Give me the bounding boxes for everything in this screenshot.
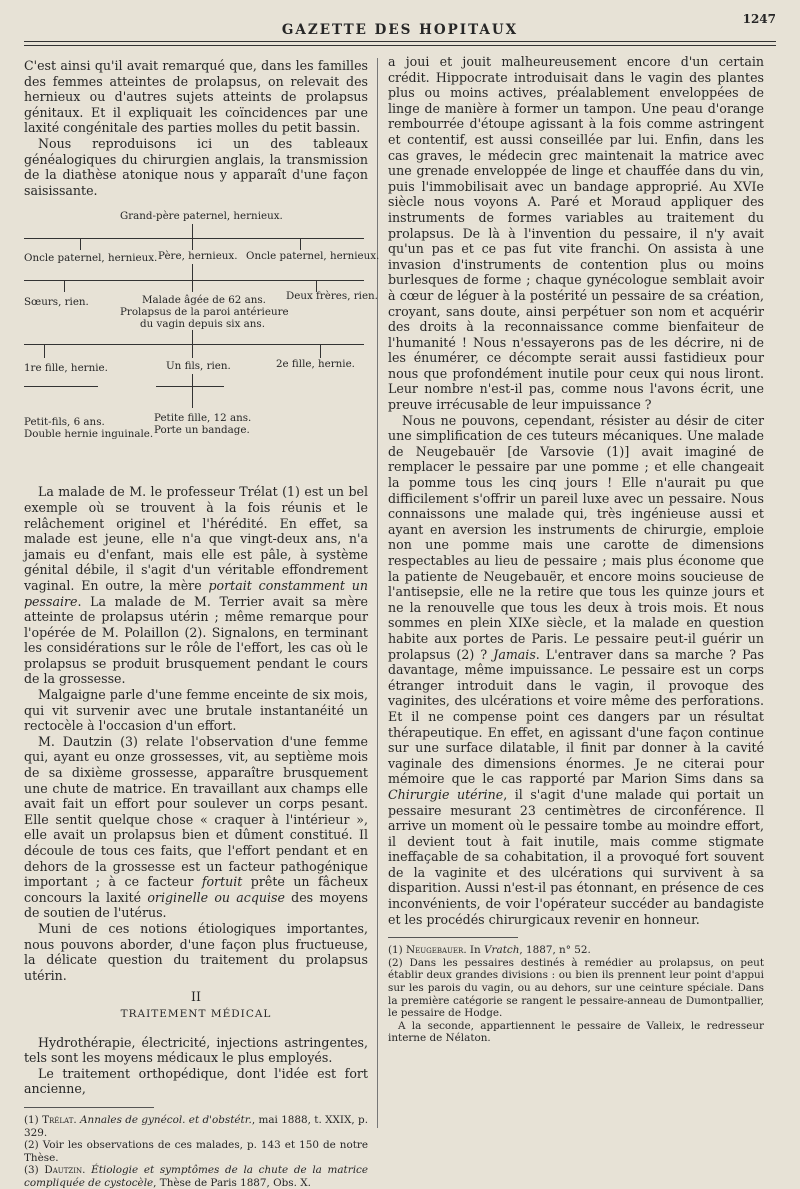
tree-node-granddaughter: Petite fille, 12 ans. [154, 412, 252, 425]
header-rule-thin [24, 45, 776, 46]
text-run: Nous ne pouvons, cependant, résister au désir de citer une simplification de ces tuteurs mécaniques. Une malade de Neugebauër [de Varsovie (1)] avait imaginé de remplacer le pessaire par une pomme ; et elle changeait la pomme tous les cinq jours ! Elle n'aurait pu que difficilement s'offrir un pareil luxe avec un pessaire. Nous connaissons une malade qui, très ingénieuse aussi et ayant en aversion les instruments de chirurgie, emploie non une pomme mais une carotte de dimensions respectables au lieu de pessaire ; mais plus économe que la patiente de Neugebauër, et encore moins soucieuse de l'antisepsie, elle ne la retire que tous les quinze jours et ne la renouvelle que tous les deux à trois mois. Et nous sommes en plein XIXe siècle, et la malade en question habite aux portes de Paris. Le pessaire peut-il guérir un prolapsus (2) ? [388, 412, 764, 662]
tree-node-daughter: 1re fille, hernie. [24, 362, 108, 375]
text-emphasis: Chirurgie utérine [388, 786, 504, 802]
header-rule [24, 41, 776, 42]
paragraph: Nous reproduisons ici un des tableaux généalogiques du chirurgien anglais, la transmission de la diathèse atonique nous y apparaît d'une façon saisissante. [24, 135, 368, 198]
paragraph: Malgaigne parle d'une femme enceinte de six mois, qui vit survenir avec une brutale instantanéité un rectocèle à l'occasion d'un effort. [24, 687, 368, 734]
tree-line [24, 238, 364, 239]
tree-node-granddaughter: Porte un bandage. [154, 424, 250, 437]
text-run: M. Dautzin (3) relate l'observation d'une femme qui, ayant eu onze grossesses, vit, au septième mois de sa dixième grossesse, apparaître brusquement une chute de matrice. En travaillant aux champs elle avait fait un effort pour soulever un corps pesant. Elle sentit quelque chose « craquer à l'intérieur », elle avait un prolapsus bien et dûment constitué. Il découle de tous ces faits, que l'effort pendant et en dehors de la grossesse est un facteur pathogénique important ; à ce facteur [24, 733, 368, 890]
tree-node-uncle: Oncle paternel, hernieux. [24, 252, 158, 265]
text-run: , il s'agit d'une malade qui portait un pessaire mesurant 23 centimètres de circonférence. Il arrive un moment où le pessaire tombe au moindre effort, il devient tout à fait inutile, mais comme stigmate ineffaçable de sa cohabitation, il a provoqué fort souvent de la vaginite et des ulcérations qui survivent à sa disparition. Aussi n'est-il pas étonnant, en présence de ces inconvénients, de voir l'opérateur succéder au bandagiste et les procédés chirurgicaux revenir en honneur. [388, 786, 764, 927]
footnote-rule [24, 1107, 154, 1108]
text-run: . La malade de M. Terrier avait sa mère atteinte de prolapsus utérin ; même remarque pour l'opérée de M. Polaillon (2). Signalons, en terminant les considérations sur le rôle de l'effort, les cas où le prolapsus se produit brusquement pendant le cours de la grossesse. [24, 593, 368, 687]
text-run: (1) [388, 944, 407, 957]
tree-node-father: Père, hernieux. [158, 250, 238, 263]
page-number: 1247 [742, 12, 776, 26]
text-emphasis: originelle ou acquise [147, 889, 285, 905]
tree-node-brothers: Deux frères, rien. [286, 290, 378, 303]
section-number: II [191, 989, 201, 1005]
tree-node-son: Un fils, rien. [166, 360, 231, 373]
column-divider [377, 58, 378, 1128]
text-emphasis: fortuit [201, 874, 243, 890]
footnotes [388, 944, 764, 1045]
tree-line [80, 238, 81, 250]
text-run: . L'entraver dans sa marche ? Pas davantage, même impuissance. Le pessaire est un corps étranger introduit dans le vagin, il provoque des vaginites, des ulcérations et voire même des perforations. Et il ne compense point ces dangers par un résultat thérapeutique. En effet, en agissant d'une façon continue sur une surface dilatable, il finit par donner à la cavité vaginale des dimensions énormes. Je ne citerai pour mémoire que le cas rapporté par Marion Sims dans sa [388, 646, 764, 787]
paragraph [24, 484, 368, 687]
text-emphasis: Annales de gynécol. et d'obstétr. [80, 1113, 252, 1126]
tree-node-grandson: Petit-fils, 6 ans. [24, 416, 105, 429]
footnote-author: Neugebauer [406, 944, 464, 957]
tree-line [24, 280, 364, 281]
text-run: , 1887, n° 52. [519, 944, 591, 957]
text-run: La malade de M. le professeur Trélat (1) est un bel exemple où se trouvent à la fois réunis et le relâchement originel et l'hérédité. En effet, sa malade est jeune, elle n'a que vingt-deux ans, n'a jamais eu d'enfant, mais elle est pâle, à système génital débile, il s'agit d'un véritable effondrement vaginal. En outre, la mère [24, 484, 368, 593]
tree-line [24, 386, 98, 387]
text-run: prête un fâcheux concours la laxité [24, 874, 369, 905]
tree-line [192, 264, 193, 280]
text-run: (1) [24, 1113, 43, 1126]
tree-node-grandson: Double hernie inguinale. [24, 428, 154, 441]
footnote: (2) Dans les pessaires destinés à remédier au prolapsus, on peut établir deux grandes divisions : ou bien ils prennent leur point d'appui sur les parois du vagin, ou au dehors, sur une ceinture spéciale. Dans la première catégorie se rangent le pessaire-anneau de Dumontpallier, le pessaire de Hodge. [388, 956, 764, 1020]
text-emphasis: Jamais [493, 646, 536, 662]
footnote [24, 1114, 368, 1139]
text-run: , Thèse de Paris 1887, Obs. X. [153, 1176, 311, 1189]
text-run: . [73, 1113, 81, 1126]
tree-node-patient: Prolapsus de la paroi antérieure [120, 306, 289, 319]
tree-node-patient: Malade âgée de 62 ans. [142, 294, 266, 307]
paragraph [24, 734, 368, 921]
footnote [24, 1164, 368, 1189]
tree-line [192, 238, 193, 250]
tree-line [192, 374, 193, 408]
footnote-rule [388, 937, 518, 938]
text-run: des moyens de soutien de l'utérus. [24, 889, 369, 921]
tree-line [320, 344, 321, 358]
tree-line [300, 238, 301, 250]
text-emphasis: portait constamment un pessaire [24, 577, 368, 609]
tree-line [192, 330, 193, 344]
text-run: . In [463, 944, 485, 957]
tree-line [44, 344, 45, 358]
text-emphasis: Étiologie et symptômes de la chute de la matrice compliquée de cystocèle [24, 1164, 368, 1189]
text-run: (3) [24, 1164, 45, 1177]
tree-line [192, 344, 193, 358]
footnotes [24, 1114, 368, 1189]
footnote-author: Dautzin [44, 1164, 83, 1177]
paragraph [388, 413, 764, 928]
paragraph: a joui et jouit malheureusement encore d'un certain crédit. Hippocrate introduisait dans le vagin des plantes plus ou moins actives, préalablement enveloppées de linge de manière à former un tampon. Une peau d'orange rembourrée d'étoupe agissant à la fois comme astringent et contentif, est aussi conseillée par lui. Enfin, dans les cas graves, le médecin grec maintenait la matrice avec une grenade enveloppée de linge et chauffée dans du vin, puis l'immobilisait avec un bandage approprié. Au XVIe siècle nous voyons A. Paré et Moraud appliquer des instruments de formes variables au traitement du prolapsus. De là à l'invention du pessaire, il n'y avait qu'un pas et ce pas fut vite franchi. On assista à une invasion d'instruments de contention plus ou moins burlesques de forme ; chaque gynécologue semblait avoir à cœur de léguer à la postérité un pessaire de sa création, croyant, sans doute, ainsi perpétuer son nom et acquérir des droits à la reconnaissance comme bienfaiteur de l'humanité ! Nous n'essayerons pas de les décrire, ni de les énumérer, ce décompte serait aussi fastidieux pour nous que profondément inutile pour ceux qui nous liront. Leur nombre n'est-il pas, comme nous l'avons écrit, une preuve irrécusable de leur impuissance ? [388, 54, 764, 413]
footnote-author: Trélat [42, 1113, 74, 1126]
tree-node-uncle: Oncle paternel, hernieux. [246, 250, 380, 263]
tree-line [192, 280, 193, 292]
text-run: , mai 1888, t. XXIX, p. 329. [24, 1113, 368, 1139]
footnote: (2) Voir les observations de ces malades, p. 143 et 150 de notre Thèse. [24, 1139, 368, 1164]
tree-node-patient: du vagin depuis six ans. [140, 318, 265, 331]
tree-node-daughter: 2e fille, hernie. [276, 358, 355, 371]
text-run: . [82, 1164, 92, 1177]
right-column [388, 54, 764, 1045]
text-emphasis: Vratch [484, 944, 520, 957]
journal-title: GAZETTE DES HOPITAUX [281, 22, 519, 38]
tree-line [192, 224, 193, 238]
tree-node-grandfather: Grand-père paternel, hernieux. [120, 210, 283, 223]
left-column [24, 58, 380, 1189]
paragraph: C'est ainsi qu'il avait remarqué que, dans les familles des femmes atteintes de prolapsus, on relevait des hernieux ou d'autres sujets atteints de prolapsus génitaux. Et il expliquait les coïncidences par une laxité congénitale des parties molles du petit bassin. [24, 58, 368, 136]
footnote [388, 944, 764, 957]
tree-node-sisters: Sœurs, rien. [24, 296, 89, 309]
page-header [24, 8, 776, 52]
tree-line [156, 386, 224, 387]
genealogy-table [24, 210, 380, 472]
section-title: TRAITEMENT MÉDICAL [120, 1007, 272, 1020]
tree-line [24, 344, 364, 345]
tree-line [64, 280, 65, 292]
paragraph: Hydrothérapie, électricité, injections astringentes, tels sont les moyens médicaux le plus employés. [24, 1034, 368, 1066]
footnote: A la seconde, appartiennent le pessaire de Valleix, le redresseur interne de Nélaton. [388, 1019, 764, 1045]
paragraph: Muni de ces notions étiologiques importantes, nous pouvons aborder, d'une façon plus fructueuse, la délicate question du traitement du prolapsus utérin. [24, 920, 368, 983]
paragraph: Le traitement orthopédique, dont l'idée est fort ancienne, [24, 1065, 368, 1097]
